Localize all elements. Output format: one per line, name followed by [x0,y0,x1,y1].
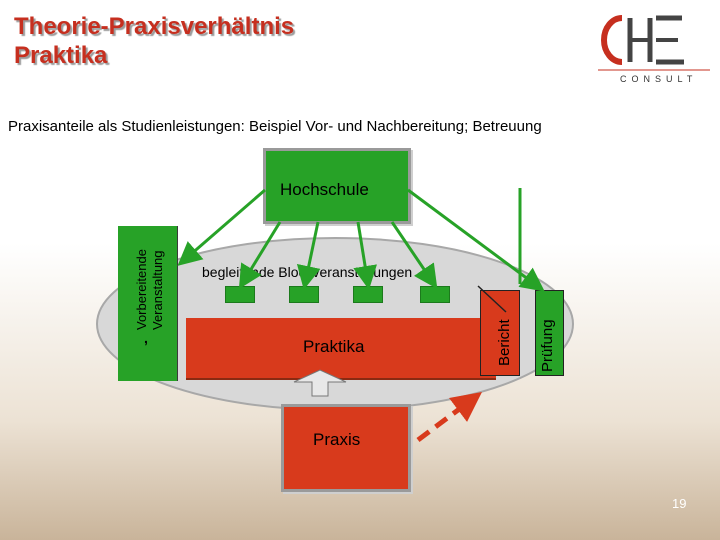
arrow-hochschule-block-1 [242,222,280,284]
comma-mark: , [144,330,148,346]
praxis-label: Praxis [313,430,361,449]
page-number: 19 [672,496,687,511]
arrow-hochschule-block-3 [358,222,368,284]
up-arrow-praxis-praktika [294,370,346,396]
vorbereitende-label: Vorbereitende [134,249,149,330]
logo-subtext: CONSULT [620,74,698,84]
pruefung-label: Prüfung [539,319,556,372]
title-line-1: Theorie-Praxisverhältnis [14,13,295,40]
praktika-label: Praktika [303,337,365,356]
hochschule-label: Hochschule [280,180,369,199]
bericht-label: Bericht [496,319,513,366]
arrow-hochschule-vorbereitende [182,190,265,262]
arrow-hochschule-block-2 [305,222,318,284]
bericht-connector [478,286,506,312]
arrow-hochschule-block-4 [392,222,434,284]
dashed-arrow-praxis-bericht [418,398,474,440]
begleitende-label: begleitende Blockveranstaltungen [202,264,413,280]
title-line-2: Praktika [14,42,108,69]
slide-subtitle: Praxisanteile als Studienleistungen: Beispiel Vor- und Nachbereitung; Betreuung [8,118,542,135]
veranstaltung-label: Veranstaltung [150,250,165,330]
